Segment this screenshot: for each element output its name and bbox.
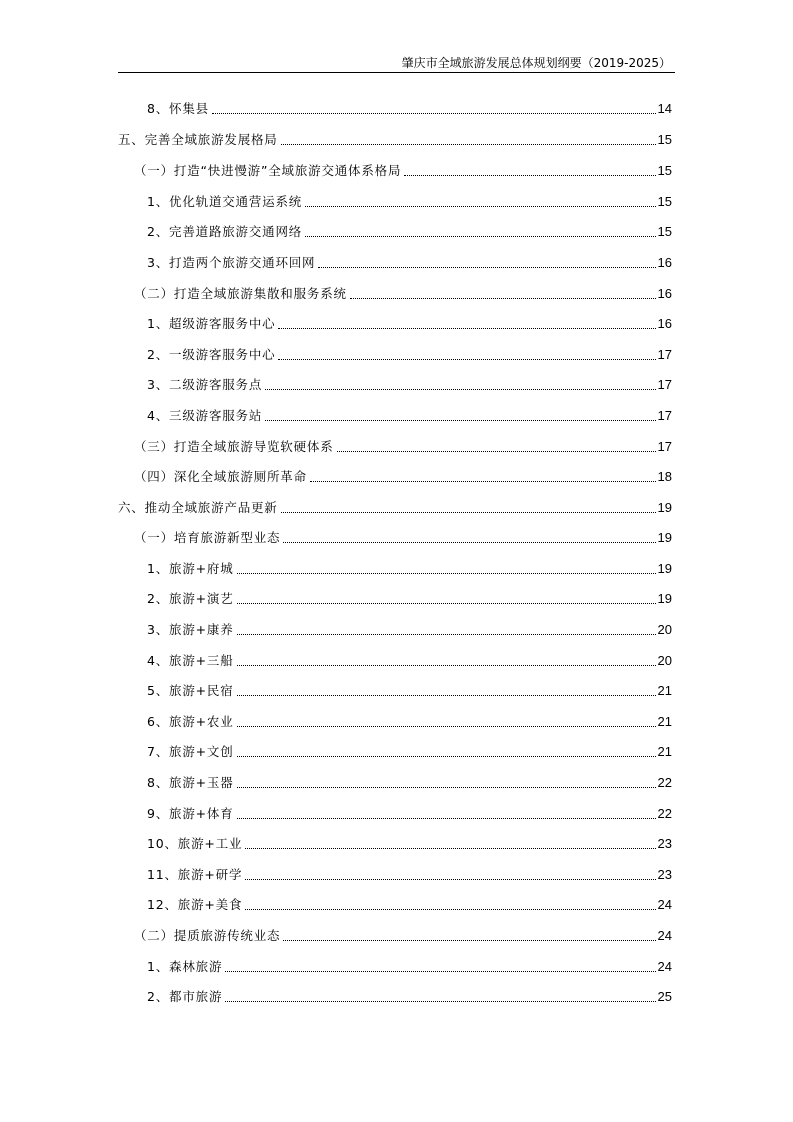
toc-entry-label: 10、旅游+工业	[147, 836, 243, 851]
toc-entry-page: 23	[657, 836, 672, 851]
toc-entry[interactable]	[147, 343, 672, 363]
toc-entry-label: 4、三级游客服务站	[147, 408, 263, 423]
toc-dot-leader	[278, 328, 655, 329]
toc-entry-page: 14	[657, 101, 672, 116]
toc-dot-leader	[212, 113, 656, 114]
toc-dot-leader	[318, 267, 655, 268]
toc-entry-label: 3、旅游+康养	[147, 622, 234, 637]
toc-entry[interactable]	[147, 863, 672, 883]
toc-entry[interactable]	[147, 740, 672, 760]
toc-entry-label: 8、旅游+玉器	[147, 775, 234, 790]
toc-dot-leader	[337, 451, 656, 452]
toc-entry[interactable]	[147, 679, 672, 699]
toc-entry-page: 20	[657, 622, 672, 637]
toc-entry[interactable]	[147, 618, 672, 638]
toc-entry[interactable]	[147, 404, 672, 424]
toc-entry-label: 8、怀集县	[147, 101, 209, 116]
toc-entry-label: （二）打造全域旅游集散和服务系统	[134, 286, 347, 301]
toc-dot-leader	[305, 206, 655, 207]
toc-entry[interactable]	[147, 985, 672, 1005]
toc-entry[interactable]	[147, 832, 672, 852]
toc-dot-leader	[404, 175, 655, 176]
toc-entry-page: 19	[657, 530, 672, 545]
toc-dot-leader	[237, 573, 656, 574]
toc-dot-leader	[245, 879, 655, 880]
toc-dot-leader	[310, 481, 656, 482]
toc-entry-label: 4、旅游+三船	[147, 653, 234, 668]
toc-entry-page: 21	[657, 683, 672, 698]
toc-entry-label: （四）深化全域旅游厕所革命	[134, 469, 307, 484]
toc-dot-leader	[283, 940, 655, 941]
toc-entry-label: 5、旅游+民宿	[147, 683, 234, 698]
toc-entry-page: 16	[657, 286, 672, 301]
toc-entry[interactable]	[118, 128, 672, 148]
toc-entry[interactable]	[134, 465, 672, 485]
toc-entry-page: 23	[657, 867, 672, 882]
toc-dot-leader	[281, 144, 656, 145]
toc-entry-page: 16	[657, 255, 672, 270]
toc-entry-page: 16	[657, 316, 672, 331]
toc-entry-label: 1、超级游客服务中心	[147, 316, 276, 331]
toc-entry-label: 五、完善全域旅游发展格局	[118, 132, 278, 147]
toc-entry-label: 2、旅游+演艺	[147, 591, 234, 606]
toc-dot-leader	[283, 542, 655, 543]
toc-entry-label: 1、旅游+府城	[147, 561, 234, 576]
toc-entry[interactable]	[147, 557, 672, 577]
toc-entry-label: （二）提质旅游传统业态	[134, 928, 281, 943]
toc-entry-page: 19	[657, 500, 672, 515]
toc-dot-leader	[237, 726, 656, 727]
toc-dot-leader	[245, 909, 655, 910]
toc-entry-label: 7、旅游+文创	[147, 744, 234, 759]
toc-dot-leader	[265, 389, 655, 390]
toc-dot-leader	[305, 236, 655, 237]
toc-dot-leader	[225, 1001, 655, 1002]
toc-entry[interactable]	[134, 282, 672, 302]
toc-entry[interactable]	[134, 159, 672, 179]
toc-entry-label: 12、旅游+美食	[147, 897, 243, 912]
toc-entry-page: 15	[657, 194, 672, 209]
toc-dot-leader	[237, 787, 656, 788]
toc-entry-label: 六、推动全域旅游产品更新	[118, 500, 278, 515]
toc-entry-page: 24	[657, 959, 672, 974]
toc-entry-page: 18	[657, 469, 672, 484]
toc-entry[interactable]	[147, 955, 672, 975]
toc-entry-label: 6、旅游+农业	[147, 714, 234, 729]
toc-dot-leader	[225, 971, 655, 972]
toc-entry-page: 17	[657, 408, 672, 423]
toc-dot-leader	[350, 298, 656, 299]
toc-entry-page: 19	[657, 561, 672, 576]
toc-entry[interactable]	[147, 802, 672, 822]
toc-entry-label: 2、完善道路旅游交通网络	[147, 224, 303, 239]
toc-entry-page: 25	[657, 989, 672, 1004]
toc-entry-label: 1、森林旅游	[147, 959, 223, 974]
toc-dot-leader	[278, 359, 655, 360]
toc-entry-page: 19	[657, 591, 672, 606]
toc-entry-page: 20	[657, 653, 672, 668]
toc-dot-leader	[237, 665, 656, 666]
toc-entry[interactable]	[134, 526, 672, 546]
toc-entry-label: 2、一级游客服务中心	[147, 347, 276, 362]
toc-entry-page: 15	[657, 132, 672, 147]
toc-entry-page: 21	[657, 744, 672, 759]
toc-entry[interactable]	[147, 251, 672, 271]
toc-entry[interactable]	[147, 220, 672, 240]
toc-entry-label: （一）培育旅游新型业态	[134, 530, 281, 545]
toc-entry[interactable]	[134, 435, 672, 455]
toc-entry-page: 24	[657, 928, 672, 943]
toc-entry[interactable]	[147, 771, 672, 791]
toc-dot-leader	[281, 512, 656, 513]
toc-dot-leader	[237, 695, 656, 696]
toc-entry-page: 17	[657, 347, 672, 362]
toc-entry[interactable]	[147, 190, 672, 210]
toc-entry-label: （三）打造全域旅游导览软硬体系	[134, 439, 334, 454]
toc-entry[interactable]	[147, 312, 672, 332]
toc-entry-label: 3、打造两个旅游交通环回网	[147, 255, 316, 270]
toc-entry-label: 1、优化轨道交通营运系统	[147, 194, 303, 209]
toc-entry-label: 3、二级游客服务点	[147, 377, 263, 392]
toc-entry-label: 9、旅游+体育	[147, 806, 234, 821]
toc-entry-label: 11、旅游+研学	[147, 867, 243, 882]
toc-dot-leader	[237, 818, 656, 819]
toc-entry[interactable]	[134, 924, 672, 944]
toc-entry[interactable]	[147, 587, 672, 607]
toc-entry[interactable]	[147, 710, 672, 730]
toc-entry-page: 15	[657, 224, 672, 239]
toc-dot-leader	[237, 756, 656, 757]
page-header-title: 肇庆市全域旅游发展总体规划纲要（2019-2025）	[401, 56, 671, 70]
toc-entry-page: 21	[657, 714, 672, 729]
toc-entry[interactable]	[147, 373, 672, 393]
toc-dot-leader	[265, 420, 655, 421]
toc-entry-label: （一）打造“快进慢游”全域旅游交通体系格局	[134, 163, 402, 178]
toc-entry[interactable]	[147, 649, 672, 669]
toc-dot-leader	[245, 848, 655, 849]
toc-entry[interactable]	[147, 97, 672, 117]
toc-dot-leader	[237, 603, 656, 604]
toc-entry-page: 22	[657, 806, 672, 821]
toc-entry[interactable]	[147, 893, 672, 913]
toc-entry-page: 15	[657, 163, 672, 178]
toc-entry-page: 17	[657, 377, 672, 392]
toc-entry-label: 2、都市旅游	[147, 989, 223, 1004]
toc-entry[interactable]	[118, 496, 672, 516]
toc-dot-leader	[237, 634, 656, 635]
toc-entry-page: 22	[657, 775, 672, 790]
toc-entry-page: 17	[657, 439, 672, 454]
toc-entry-page: 24	[657, 897, 672, 912]
